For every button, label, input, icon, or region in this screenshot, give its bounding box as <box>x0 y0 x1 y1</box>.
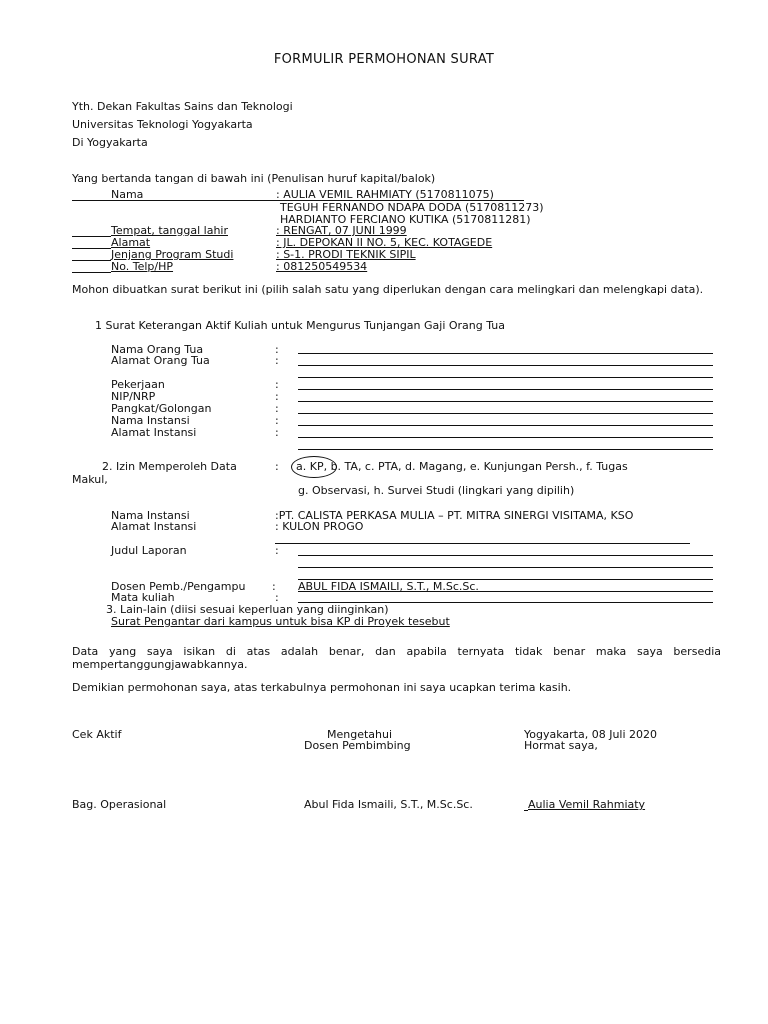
address-line-2: Universitas Teknologi Yogyakarta <box>72 118 253 131</box>
jenjang-value: : S-1. PRODI TEKNIK SIPIL <box>276 248 416 261</box>
s1-colon-1: : <box>275 343 279 356</box>
nama-value-3: HARDIANTO FERCIANO KUTIKA (5170811281) <box>280 213 531 226</box>
s1-field-pangkat: Pangkat/Golongan <box>111 402 212 415</box>
section3-heading: 3. Lain-lain (diisi sesuai keperluan yang diinginkan) <box>106 603 389 616</box>
closing-text: Demikian permohonan saya, atas terkabulnya permohonan ini saya ucapkan terima kasih. <box>72 681 572 694</box>
selected-option-circle <box>291 456 337 478</box>
s2-colon: : <box>275 460 279 473</box>
jenjang-underline <box>72 260 111 261</box>
s1-field-nama-instansi: Nama Instansi <box>111 414 190 427</box>
s2-alamat-instansi-value: : KULON PROGO <box>275 520 364 533</box>
s1-field-alamat-orang-tua: Alamat Orang Tua <box>111 354 210 367</box>
s1-field-pekerjaan: Pekerjaan <box>111 378 165 391</box>
telp-label: No. Telp/HP <box>111 260 174 273</box>
applicant-signature-name: Aulia Vemil Rahmiaty <box>528 798 646 811</box>
nama-value-2: TEGUH FERNANDO NDAPA DODA (5170811273) <box>280 201 544 214</box>
jenjang-label: Jenjang Program Studi <box>111 248 234 261</box>
cek-aktif-label: Cek Aktif <box>72 728 122 741</box>
s1-field-alamat-instansi: Alamat Instansi <box>111 426 197 439</box>
s2-judul-colon: : <box>275 544 279 557</box>
alamat-label: Alamat <box>111 236 151 249</box>
dosen-signature-name: Abul Fida Ismaili, S.T., M.Sc.Sc. <box>304 798 473 811</box>
hormat-saya: Hormat saya, <box>524 739 598 752</box>
section1-heading: 1 Surat Keterangan Aktif Kuliah untuk Mengurus Tunjangan Gaji Orang Tua <box>95 319 506 332</box>
s1-colon-2: : <box>275 354 279 367</box>
s2-matkul-label: Mata kuliah <box>111 591 175 604</box>
section3-value: Surat Pengantar dari kampus untuk bisa KP di Proyek tesebut <box>111 615 450 628</box>
s2-heading-wrap: Makul, <box>72 473 108 486</box>
s2-nama-instansi-label: Nama Instansi <box>111 509 190 522</box>
alamat-underline <box>72 248 111 249</box>
s2-options-line1: a. KP, b. TA, c. PTA, d. Magang, e. Kunjungan Persh., f. Tugas <box>296 460 628 473</box>
statement-text: Data yang saya isikan di atas adalah benar, dan apabila ternyata tidak benar maka saya bersedia mempertanggungjawabkannya. <box>72 645 721 671</box>
s1-blank-3[interactable] <box>298 377 713 378</box>
s1-blank-4[interactable] <box>298 389 713 390</box>
telp-underline <box>72 272 111 273</box>
s1-colon-4: : <box>275 390 279 403</box>
s1-blank-9[interactable] <box>298 449 713 450</box>
s1-blank-6[interactable] <box>298 413 713 414</box>
ttl-label: Tempat, tanggal lahir <box>111 224 228 237</box>
form-title: FORMULIR PERMOHONAN SURAT <box>273 52 495 67</box>
s1-blank-1[interactable] <box>298 353 713 354</box>
ttl-value: : RENGAT, 07 JUNI 1999 <box>276 224 407 237</box>
s2-alamat-instansi-label: Alamat Instansi <box>111 520 197 533</box>
s1-colon-5: : <box>275 402 279 415</box>
section2-heading: 2. Izin Memperoleh Data <box>102 460 237 473</box>
s1-field-nip: NIP/NRP <box>111 390 156 403</box>
s2-options-line2: g. Observasi, h. Survei Studi (lingkari yang dipilih) <box>298 484 575 497</box>
bag-operasional-label: Bag. Operasional <box>72 798 167 811</box>
applicant-underline-lead <box>524 810 528 811</box>
telp-value: : 081250549534 <box>276 260 368 273</box>
s2-judul-blank-1[interactable] <box>298 555 713 556</box>
intro-text: Yang bertanda tangan di bawah ini (Penulisan huruf kapital/balok) <box>72 172 436 185</box>
nama-value-1: : AULIA VEMIL RAHMIATY (5170811075) <box>276 188 494 201</box>
address-line-1: Yth. Dekan Fakultas Sains dan Teknologi <box>72 100 293 113</box>
s2-dosen-label: Dosen Pemb./Pengampu <box>111 580 246 593</box>
s1-blank-5[interactable] <box>298 401 713 402</box>
s2-judul-label: Judul Laporan <box>111 544 187 557</box>
address-line-3: Di Yogyakarta <box>72 136 148 149</box>
s1-blank-8[interactable] <box>298 437 713 438</box>
s1-field-nama-orang-tua: Nama Orang Tua <box>111 343 204 356</box>
s2-dosen-value: ABUL FIDA ISMAILI, S.T., M.Sc.Sc. <box>298 580 479 593</box>
request-text: Mohon dibuatkan surat berikut ini (pilih salah satu yang diperlukan dengan cara melingkari dan melengkapi data). <box>72 283 704 296</box>
ttl-underline <box>72 236 111 237</box>
s1-colon-6: : <box>275 414 279 427</box>
s2-dosen-blank[interactable] <box>298 591 713 592</box>
s2-matkul-colon: : <box>275 591 279 604</box>
s1-colon-7: : <box>275 426 279 439</box>
s2-judul-blank-2[interactable] <box>298 567 713 568</box>
alamat-value: : JL. DEPOKAN II NO. 5, KEC. KOTAGEDE <box>276 236 493 249</box>
mengetahui-label: Mengetahui <box>327 728 393 741</box>
s2-nama-instansi-value: :PT. CALISTA PERKASA MULIA – PT. MITRA SINERGI VISITAMA, KSO <box>275 509 634 522</box>
s1-colon-3: : <box>275 378 279 391</box>
dosen-pembimbing-label: Dosen Pembimbing <box>304 739 411 752</box>
nama-label: Nama <box>111 188 144 201</box>
s2-alamat-blank[interactable] <box>275 543 690 544</box>
s1-blank-2[interactable] <box>298 365 713 366</box>
place-date: Yogyakarta, 08 Juli 2020 <box>524 728 658 741</box>
s2-dosen-colon: : <box>272 580 276 593</box>
s1-blank-7[interactable] <box>298 425 713 426</box>
